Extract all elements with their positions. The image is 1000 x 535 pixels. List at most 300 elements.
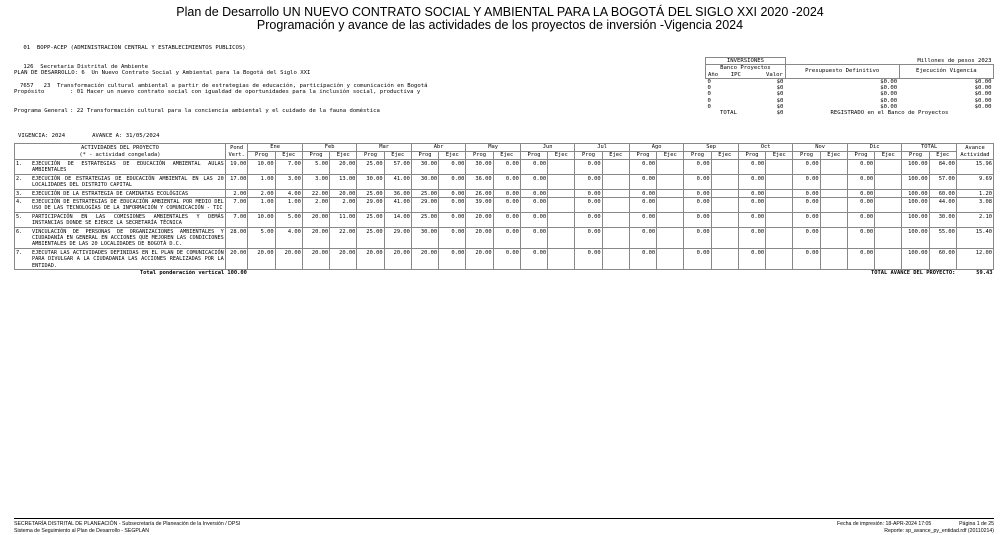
- avance-header-line1: Avance: [965, 144, 985, 151]
- actividades-table: [14, 143, 994, 276]
- ejec-cell: [820, 189, 847, 197]
- prog-header: Prog: [466, 152, 493, 160]
- prog-cell: 20.00: [466, 248, 493, 269]
- prog-cell: 3.00: [302, 174, 329, 189]
- prog-cell: 0.00: [847, 227, 874, 248]
- pond-cell: 28.00: [225, 227, 248, 248]
- activity-cell: [15, 212, 226, 227]
- prog-cell: 0.00: [793, 248, 820, 269]
- activity-wrap: [16, 161, 224, 174]
- ejec-header: Ejec: [602, 152, 629, 160]
- prog-header: Prog: [793, 152, 820, 160]
- ejec-cell: 41.00: [384, 198, 411, 213]
- prog-cell: 0.00: [684, 198, 711, 213]
- prog-cell: 0.00: [793, 198, 820, 213]
- prog-cell: 0.00: [793, 174, 820, 189]
- prog-cell: 0.00: [738, 248, 765, 269]
- ejec-cell: [820, 160, 847, 175]
- prog-cell: 0.00: [520, 248, 547, 269]
- inversiones-row: [706, 78, 994, 85]
- ejec-header: Ejec: [275, 152, 302, 160]
- activity-wrap: [16, 199, 224, 212]
- ejec-cell: [766, 198, 793, 213]
- ejec-cell: [875, 174, 902, 189]
- inv-ipc: [729, 78, 751, 85]
- ejec-cell: 5.00: [275, 212, 302, 227]
- ejec-cell: 0.00: [439, 227, 466, 248]
- prog-cell: 0.00: [629, 174, 656, 189]
- programa-line: [14, 108, 420, 114]
- ejec-cell: [602, 160, 629, 175]
- ejec-cell: 4.00: [275, 189, 302, 197]
- avance-cell: 15.96: [956, 160, 993, 175]
- ejec-cell: 11.00: [330, 212, 357, 227]
- ejec-cell: [820, 227, 847, 248]
- prog-cell: 5.00: [248, 227, 275, 248]
- ejec-cell: 0.00: [493, 212, 520, 227]
- activity-text: EJECUTAR LAS ACTIVIDADES DEFINIDAS EN EL PLAN DE COMUNICACIÓN PARA DIVULGAR A LA CIUDADANIA LAS ACCIONES REALIZADAS POR LA ENTIDAD.: [32, 249, 224, 269]
- actividades-header: [15, 144, 226, 160]
- month-header: Dic: [847, 144, 902, 152]
- inv-anio: 0: [707, 97, 711, 104]
- inv-presupuesto: $0.00: [880, 97, 898, 104]
- prog-cell: 22.00: [302, 189, 329, 197]
- prog-cell: 0.00: [520, 198, 547, 213]
- ejec-cell: 0.00: [439, 189, 466, 197]
- ejec-cell: [711, 198, 738, 213]
- ejec-cell: [711, 227, 738, 248]
- inv-presupuesto: $0.00: [880, 91, 898, 98]
- ejec-cell: 1.00: [275, 198, 302, 213]
- prog-cell: 0.00: [847, 212, 874, 227]
- inversiones-units: Millones de pesos 2023: [917, 57, 992, 64]
- ejec-cell: [820, 174, 847, 189]
- entity-line-1: 01 BOPP-ACEP (ADMINISTRACION CENTRAL Y ESTABLECIMIENTOS PUBLICOS): [20, 45, 246, 52]
- prog-cell: 0.00: [575, 227, 602, 248]
- prog-cell: 0.00: [738, 227, 765, 248]
- ejec-cell: [711, 189, 738, 197]
- proposito-value: : 01 Hacer un nuevo contrato social con igualdad de oportunidades para la inclusión social, productiva y: [70, 89, 421, 96]
- report-title: Plan de Desarrollo UN NUEVO CONTRATO SOCIAL Y AMBIENTAL PARA LA BOGOTÁ DEL SIGLO XXI 2020 -2024: [176, 5, 824, 19]
- prog-cell: 0.00: [793, 227, 820, 248]
- prog-cell: 29.00: [357, 198, 384, 213]
- ejec-cell: 0.00: [439, 174, 466, 189]
- prog-cell: 0.00: [575, 174, 602, 189]
- prog-cell: 10.00: [248, 160, 275, 175]
- inv-ejecucion: $0.00: [974, 104, 992, 111]
- prog-header: Prog: [248, 152, 275, 160]
- prog-cell: 20.00: [357, 248, 384, 269]
- activity-text: EJECUCIÓN DE ESTRATEGIAS DE EDUCACIÓN AMBIENTAL AULAS AMBIENTALES: [32, 161, 224, 174]
- inv-anio: 0: [707, 85, 711, 92]
- prog-cell: 0.00: [684, 174, 711, 189]
- ejec-cell: 0.00: [439, 198, 466, 213]
- ejec-cell: 3.00: [275, 174, 302, 189]
- ejec-cell: [602, 227, 629, 248]
- ejec-cell: 44.00: [929, 198, 956, 213]
- ejec-header: Ejec: [548, 152, 575, 160]
- presupuesto-header: Presupuesto Definitivo: [785, 65, 899, 79]
- ejec-cell: [875, 227, 902, 248]
- plan-label: PLAN DE DESARROLLO:: [14, 70, 78, 77]
- ejec-cell: [602, 189, 629, 197]
- prog-cell: 0.00: [520, 160, 547, 175]
- avance-header: [956, 144, 993, 160]
- ejec-cell: 0.00: [493, 227, 520, 248]
- ejec-cell: 84.00: [929, 160, 956, 175]
- ejec-header: Ejec: [384, 152, 411, 160]
- prog-cell: 0.00: [575, 198, 602, 213]
- prog-cell: 0.00: [847, 174, 874, 189]
- prog-cell: 0.00: [738, 174, 765, 189]
- activity-index: 4.: [16, 199, 23, 206]
- inv-presupuesto: $0.00: [880, 104, 898, 111]
- prog-cell: 0.00: [684, 212, 711, 227]
- prog-cell: 36.00: [466, 174, 493, 189]
- ejec-cell: 20.00: [275, 248, 302, 269]
- inv-valor: $0: [776, 78, 784, 85]
- month-header: Ene: [248, 144, 303, 152]
- activity-text: EJECUCIÓN DE ESTRATEGIAS DE EDUCACIÓN AMBIENTAL POR MEDIO DEL USO DE LAS TECNOLOGÍAS DE LA INFORMACIÓN Y COMUNICACIÓN - TIC: [32, 199, 224, 212]
- prog-cell: 29.00: [411, 198, 438, 213]
- prog-cell: 0.00: [684, 160, 711, 175]
- pond-header-line1: Pond: [230, 144, 244, 151]
- ejec-cell: 0.00: [493, 198, 520, 213]
- ejec-cell: [548, 160, 575, 175]
- table-row: [15, 160, 994, 175]
- ejec-header: Ejec: [820, 152, 847, 160]
- prog-cell: 20.00: [302, 227, 329, 248]
- ejec-cell: 0.00: [493, 248, 520, 269]
- prog-header: Prog: [302, 152, 329, 160]
- ejec-cell: [657, 160, 684, 175]
- ejec-cell: 4.00: [275, 227, 302, 248]
- activity-wrap: [16, 250, 224, 269]
- prog-cell: 30.00: [466, 160, 493, 175]
- valor-header: Valor: [766, 71, 783, 78]
- prog-cell: 0.00: [738, 198, 765, 213]
- prog-cell: 20.00: [466, 227, 493, 248]
- prog-cell: 0.00: [793, 189, 820, 197]
- month-header: TOTAL: [902, 144, 957, 152]
- inversiones-table: [705, 57, 994, 117]
- prog-cell: 20.00: [466, 212, 493, 227]
- ejec-cell: [657, 198, 684, 213]
- ejec-cell: [766, 174, 793, 189]
- prog-cell: 25.00: [411, 212, 438, 227]
- prog-cell: 0.00: [575, 248, 602, 269]
- ejec-cell: 29.00: [384, 227, 411, 248]
- inversiones-title: INVERSIONES: [706, 58, 786, 65]
- month-header: Nov: [793, 144, 848, 152]
- total-avance-value: 59.43: [976, 270, 993, 277]
- ejec-cell: 0.00: [493, 160, 520, 175]
- inv-anio: 0: [707, 104, 711, 111]
- prog-cell: 25.00: [357, 227, 384, 248]
- avance-cell: 15.40: [956, 227, 993, 248]
- ejec-cell: [548, 227, 575, 248]
- ejec-cell: 30.00: [929, 212, 956, 227]
- ejec-cell: [548, 212, 575, 227]
- avance-header-line2: Actividad: [960, 151, 990, 158]
- vigencia-label: VIGENCIA: 2024: [18, 133, 66, 139]
- ejec-header: Ejec: [929, 152, 956, 160]
- activity-index: 5.: [16, 213, 23, 220]
- ejec-cell: [602, 212, 629, 227]
- ejec-cell: 14.00: [384, 212, 411, 227]
- ejec-cell: 0.00: [493, 189, 520, 197]
- ejec-cell: [766, 212, 793, 227]
- prog-cell: 0.00: [847, 160, 874, 175]
- inv-valor: $0: [776, 104, 784, 111]
- table-row: [15, 212, 994, 227]
- registrado-banco-text: REGISTRADO en el Banco de Proyectos: [830, 110, 949, 117]
- prog-header: Prog: [738, 152, 765, 160]
- prog-cell: 20.00: [302, 248, 329, 269]
- inv-presupuesto: $0.00: [880, 78, 898, 85]
- plan-line: [14, 70, 420, 76]
- activity-wrap: [16, 176, 224, 189]
- ejec-cell: [657, 248, 684, 269]
- ejec-cell: [657, 174, 684, 189]
- banco-proyectos-label: Banco Proyectos: [706, 65, 786, 72]
- ejec-cell: [657, 189, 684, 197]
- table-row: [15, 227, 994, 248]
- ejec-cell: [820, 212, 847, 227]
- prog-cell: 0.00: [629, 160, 656, 175]
- inv-ejecucion: $0.00: [974, 91, 992, 98]
- activity-cell: [15, 189, 226, 197]
- prog-cell: 0.00: [793, 160, 820, 175]
- inv-valor: $0: [776, 91, 784, 98]
- ejec-cell: 57.00: [929, 174, 956, 189]
- ejec-cell: 0.00: [439, 160, 466, 175]
- month-header: May: [466, 144, 521, 152]
- prog-cell: 2.00: [248, 189, 275, 197]
- pond-cell: 2.00: [225, 189, 248, 197]
- avance-cell: 2.10: [956, 212, 993, 227]
- footer-left-1: SECRETARÍA DISTRITAL DE PLANEACIÓN - Subsecretaría de Planeación de la Inversión / DPSI: [14, 521, 241, 527]
- ejec-cell: 20.00: [384, 248, 411, 269]
- ejec-cell: [766, 160, 793, 175]
- ipc-header: IPC: [730, 71, 741, 78]
- prog-cell: 5.00: [302, 160, 329, 175]
- pond-header-line2: Vert.: [228, 151, 245, 158]
- ejec-cell: [875, 198, 902, 213]
- prog-cell: 0.00: [684, 189, 711, 197]
- ejec-header: Ejec: [493, 152, 520, 160]
- table-row: [15, 248, 994, 269]
- pond-cell: 17.00: [225, 174, 248, 189]
- inversiones-rows: [706, 78, 994, 110]
- prog-header: Prog: [575, 152, 602, 160]
- activity-cell: [15, 227, 226, 248]
- ejec-cell: [766, 227, 793, 248]
- total-pond-label: Total ponderación vertical: [139, 270, 225, 277]
- activity-wrap: [16, 214, 224, 227]
- footer-fecha: Fecha de impresión: 18-APR-2024 17:05: [837, 521, 932, 527]
- pond-cell: 7.00: [225, 212, 248, 227]
- prog-cell: 25.00: [357, 160, 384, 175]
- prog-cell: 20.00: [248, 248, 275, 269]
- avance-cell: 3.08: [956, 198, 993, 213]
- ejec-cell: [548, 198, 575, 213]
- ejec-cell: 20.00: [330, 160, 357, 175]
- month-header: Ago: [629, 144, 684, 152]
- ejec-cell: [766, 248, 793, 269]
- activity-cell: [15, 174, 226, 189]
- ejec-cell: [711, 248, 738, 269]
- ejecucion-header: Ejecución Vigencia: [899, 65, 993, 79]
- month-header: Mar: [357, 144, 412, 152]
- inversiones-total-label: TOTAL: [719, 110, 737, 117]
- ejec-cell: [548, 248, 575, 269]
- prog-cell: 0.00: [575, 160, 602, 175]
- vigencia-line: [18, 133, 159, 139]
- table-row: [15, 189, 994, 197]
- ejec-cell: [875, 189, 902, 197]
- prog-cell: 26.00: [466, 189, 493, 197]
- ejec-cell: 41.00: [384, 174, 411, 189]
- ejec-cell: [657, 212, 684, 227]
- total-pond-value: 100.00: [227, 270, 247, 277]
- inv-valor: $0: [776, 85, 784, 92]
- ejec-header: Ejec: [875, 152, 902, 160]
- prog-cell: 25.00: [357, 189, 384, 197]
- ejec-cell: [711, 174, 738, 189]
- inv-ejecucion: $0.00: [974, 78, 992, 85]
- inv-valor: $0: [776, 97, 784, 104]
- ejec-cell: [875, 212, 902, 227]
- prog-cell: 39.00: [466, 198, 493, 213]
- prog-header: Prog: [847, 152, 874, 160]
- proposito-label: Propósito: [14, 89, 45, 96]
- month-header: Sep: [684, 144, 739, 152]
- month-header: Abr: [411, 144, 466, 152]
- prog-cell: 0.00: [575, 189, 602, 197]
- prog-header: Prog: [902, 152, 929, 160]
- prog-cell: 0.00: [847, 189, 874, 197]
- actividades-header-title: ACTIVIDADES DEL PROYECTO: [80, 144, 159, 151]
- prog-cell: 100.00: [902, 212, 929, 227]
- ejec-header: Ejec: [439, 152, 466, 160]
- prog-cell: 20.00: [411, 248, 438, 269]
- prog-cell: 25.00: [411, 189, 438, 197]
- ejec-cell: 0.00: [439, 248, 466, 269]
- avance-fecha: AVANCE A: 31/05/2024: [92, 133, 160, 139]
- prog-cell: 0.00: [738, 189, 765, 197]
- prog-cell: 1.00: [248, 174, 275, 189]
- prog-cell: 0.00: [520, 212, 547, 227]
- activity-cell: [15, 160, 226, 175]
- inv-presupuesto: $0.00: [880, 85, 898, 92]
- total-avance-label: TOTAL AVANCE DEL PROYECTO:: [871, 270, 956, 277]
- prog-cell: 100.00: [902, 248, 929, 269]
- ejec-cell: [875, 248, 902, 269]
- inv-anio: 0: [707, 91, 711, 98]
- ejec-cell: 60.00: [929, 189, 956, 197]
- prog-cell: 0.00: [520, 227, 547, 248]
- pond-cell: 7.00: [225, 198, 248, 213]
- prog-header: Prog: [357, 152, 384, 160]
- ejec-cell: 22.00: [330, 227, 357, 248]
- inv-anio: 0: [707, 78, 711, 85]
- total-row: [15, 270, 994, 277]
- ejec-header: Ejec: [711, 152, 738, 160]
- activity-cell: [15, 248, 226, 269]
- month-header: Jun: [520, 144, 575, 152]
- prog-cell: 25.00: [357, 212, 384, 227]
- ejec-header: Ejec: [766, 152, 793, 160]
- activity-text: EJECUCIÓN DE ESTRATEGIAS DE EDUCACIÓN AMBIENTAL EN LAS 20 LOCALIDADES DEL DISTRITO CAPITAL: [32, 175, 224, 189]
- ejec-header: Ejec: [330, 152, 357, 160]
- prog-header: Prog: [684, 152, 711, 160]
- pond-cell: 19.00: [225, 160, 248, 175]
- prog-cell: 100.00: [902, 174, 929, 189]
- footer-reporte: Reporte: sp_avance_py_entidad.rdf (20110214): [884, 528, 994, 534]
- prog-cell: 0.00: [847, 248, 874, 269]
- actividades-header-note: (* - actividad congelada): [79, 151, 161, 158]
- prog-header: Prog: [411, 152, 438, 160]
- activity-index: 2.: [16, 175, 23, 182]
- prog-cell: 0.00: [629, 248, 656, 269]
- prog-cell: 0.00: [684, 248, 711, 269]
- anio-header: Año: [706, 72, 729, 79]
- activity-wrap: [16, 191, 224, 197]
- ejec-cell: [548, 174, 575, 189]
- entity-line-2: 126 Secretaria Distrital de Ambiente: [20, 64, 148, 71]
- prog-cell: 10.00: [248, 212, 275, 227]
- proposito-line: [14, 89, 420, 95]
- ejec-cell: [711, 160, 738, 175]
- plan-block: [14, 58, 420, 126]
- activity-text: EJECUCIÓN DE LA ESTRATEGIA DE CAMINATAS ECOLÓGICAS: [32, 190, 189, 197]
- prog-cell: 0.00: [575, 212, 602, 227]
- prog-cell: 100.00: [902, 198, 929, 213]
- ejec-cell: [820, 248, 847, 269]
- ejec-cell: 0.00: [439, 212, 466, 227]
- inv-ejecucion: $0.00: [974, 85, 992, 92]
- footer-pagina: Página 1 de 25: [959, 521, 994, 527]
- avance-cell: 1.20: [956, 189, 993, 197]
- ejec-cell: [820, 198, 847, 213]
- actividades-rows: [15, 160, 994, 270]
- programa-label: Programa General: [14, 107, 68, 114]
- prog-cell: 0.00: [847, 198, 874, 213]
- plan-value: 6 Un Nuevo Contrato Social y Ambiental para la Bogotá del Siglo XXI: [81, 70, 311, 77]
- month-header: Feb: [302, 144, 357, 152]
- prog-cell: 30.00: [357, 174, 384, 189]
- ejec-cell: [875, 160, 902, 175]
- ejec-cell: 7.00: [275, 160, 302, 175]
- ejec-cell: [602, 174, 629, 189]
- inversiones-total-valor: $0: [776, 110, 784, 117]
- prog-cell: 0.00: [629, 189, 656, 197]
- ejec-cell: 55.00: [929, 227, 956, 248]
- activity-index: 3.: [16, 190, 23, 197]
- activity-text: PARTICIPACIÓN EN LAS COMISIONES AMBIENTALES Y DEMÁS INSTANCIAS DONDE SE EJERCE LA SECRETARÍA TÉCNICA: [32, 213, 224, 227]
- ejec-cell: [766, 189, 793, 197]
- ejec-header: Ejec: [657, 152, 684, 160]
- month-header: Jul: [575, 144, 630, 152]
- prog-cell: 30.00: [411, 160, 438, 175]
- programa-value: : 22 Transformación cultural para la conciencia ambiental y el cuidado de la fauna doméstica: [70, 107, 380, 114]
- avance-cell: 12.00: [956, 248, 993, 269]
- prog-cell: 0.00: [629, 227, 656, 248]
- prog-header: Prog: [629, 152, 656, 160]
- footer-left-2: Sistema de Seguimiento al Plan de Desarrollo - SEGPLAN: [14, 528, 149, 534]
- ejec-cell: [657, 227, 684, 248]
